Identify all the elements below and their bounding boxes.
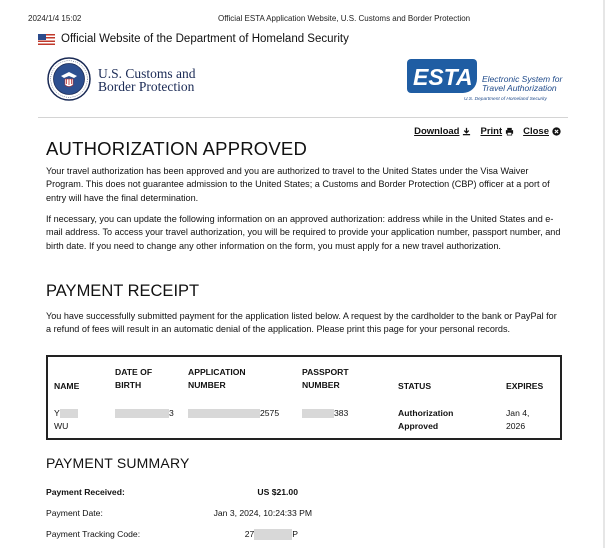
esta-logo-box <box>407 59 477 93</box>
cell-app-tail: 2575 <box>260 408 280 418</box>
esta-desc-line2: Travel Authorization <box>482 83 557 93</box>
printer-icon <box>505 127 514 136</box>
date-value: Jan 3, 2024, 10:24:33 PM <box>213 508 312 518</box>
cbp-name-line1: U.S. Customs and <box>98 66 196 81</box>
receipt-heading: PAYMENT RECEIPT <box>46 282 200 300</box>
tracking-prefix: 27 <box>244 529 255 539</box>
esta-logo <box>407 56 567 106</box>
redaction-block <box>115 409 169 418</box>
redaction-block <box>60 409 78 418</box>
cell-expires <box>506 407 529 433</box>
tracking-value <box>245 529 298 540</box>
header-divider <box>38 117 568 118</box>
tracking-suffix: P <box>292 529 298 539</box>
col-header-name: NAME <box>54 381 80 391</box>
print-header <box>28 14 607 26</box>
date-label: Payment Date: <box>46 508 103 518</box>
received-value: US $21.00 <box>257 487 298 497</box>
approved-heading: AUTHORIZATION APPROVED <box>46 138 308 159</box>
col-header-app-line2: NUMBER <box>188 380 226 390</box>
cell-dob-tail: 3 <box>169 408 174 418</box>
redaction-block <box>302 409 334 418</box>
col-header-app-line1: APPLICATION <box>188 367 246 377</box>
esta-logo-word: ESTA <box>413 64 473 90</box>
col-header-expires: EXPIRES <box>506 381 544 391</box>
cell-expires-line1: Jan 4, <box>506 408 530 418</box>
esta-desc-line1: Electronic System for <box>482 74 563 84</box>
dhs-seal-icon <box>47 57 91 101</box>
col-header-application <box>188 366 246 392</box>
action-links <box>414 126 561 137</box>
col-header-status: STATUS <box>398 381 432 391</box>
esta-logo-sub: U.S. Department of Homeland Security <box>464 97 547 102</box>
approved-paragraph-1: Your travel authorization has been approved and you are authorized to travel to the United States under the Visa Waiver Program. This does not guarantee admission to the United States; a Customs and Border Protection (CBP) officer at a port of entry will have the final determination. <box>46 166 550 203</box>
summary-heading: PAYMENT SUMMARY <box>46 455 190 471</box>
col-header-passport <box>302 366 349 392</box>
download-label: Download <box>414 126 460 137</box>
col-header-dob-line2: BIRTH <box>115 380 142 390</box>
cbp-name-line2: Border Protection <box>98 79 195 94</box>
cell-name-last: WU <box>54 421 69 431</box>
cell-status <box>398 407 453 433</box>
cell-expires-line2: 2026 <box>506 421 526 431</box>
us-flag-icon <box>38 34 55 45</box>
receipt-paragraph: You have successfully submitted payment for the application listed below. A request by the cardholder to the bank or PayPal for a refund of fees will result in an automatic denial of the application. Please print this page for your personal records. <box>46 311 557 335</box>
cbp-name <box>98 67 196 93</box>
col-header-dob-line1: DATE OF <box>115 367 153 377</box>
col-header-pass-line2: NUMBER <box>302 380 340 390</box>
cell-pass-tail: 383 <box>334 408 349 418</box>
col-header-pass-line1: PASSPORT <box>302 367 349 377</box>
cell-name-first: Y <box>54 408 60 418</box>
print-label: Print <box>480 126 503 137</box>
cell-status-line1: Authorization <box>398 408 454 418</box>
download-link[interactable] <box>414 126 471 137</box>
cell-passport-number <box>302 407 348 420</box>
col-header-dob <box>115 366 152 392</box>
cell-name <box>54 407 78 433</box>
application-table <box>46 355 562 440</box>
close-link[interactable] <box>523 126 561 137</box>
esta-logo-description <box>482 75 562 93</box>
cell-status-line2: Approved <box>398 421 439 431</box>
tracking-label: Payment Tracking Code: <box>46 529 141 539</box>
redaction-block <box>188 409 260 418</box>
cell-dob <box>115 407 174 420</box>
gov-banner-text: Official Website of the Department of Homeland Security <box>61 33 349 45</box>
print-link[interactable] <box>480 126 514 137</box>
print-datetime: 2024/1/4 15:02 <box>28 14 82 23</box>
cell-application-number <box>188 407 279 420</box>
approved-paragraph-2: If necessary, you can update the following information on an approved authorization: address while in the United States and e-mail address. To access your travel authorization, you will be required to provide your application number, passport number, and birth date. If you need to change any other information on the form, you must apply for a new travel authorization. <box>46 214 561 251</box>
received-label: Payment Received: <box>46 487 125 497</box>
gov-banner <box>38 32 349 46</box>
print-title: Official ESTA Application Website, U.S. Customs and Border Protection <box>218 14 471 23</box>
close-label: Close <box>523 126 549 137</box>
download-icon <box>462 127 471 136</box>
redaction-block <box>254 529 292 540</box>
close-circle-icon <box>552 127 561 136</box>
